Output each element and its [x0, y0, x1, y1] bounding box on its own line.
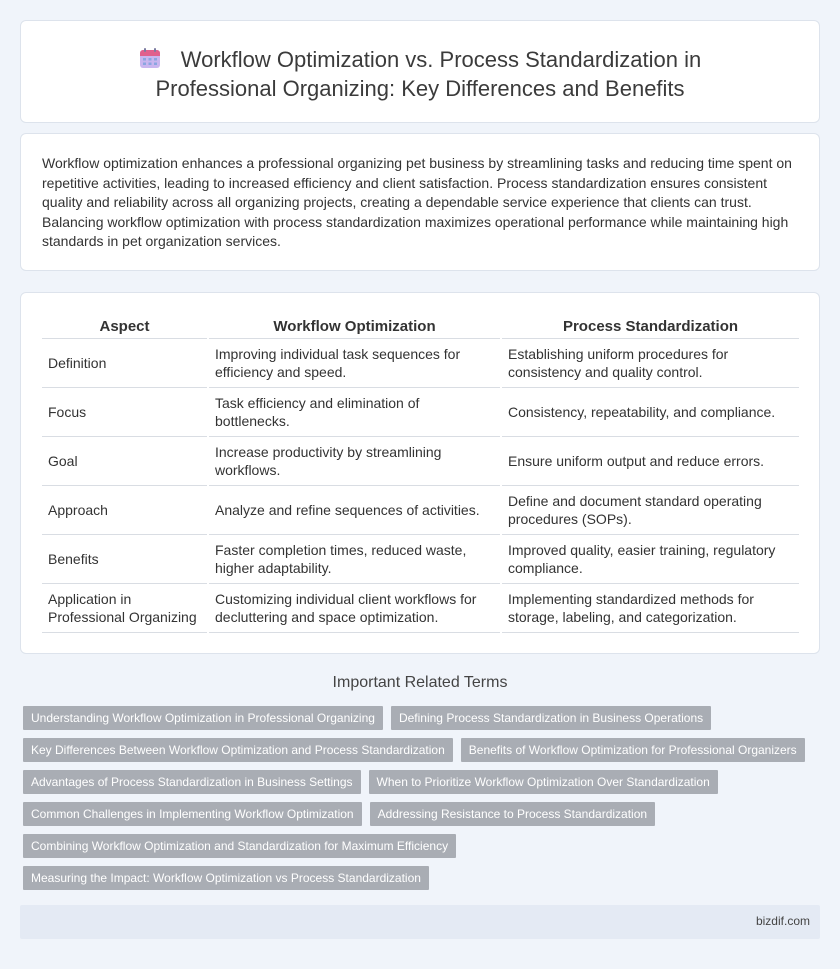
row-workflow: Faster completion times, reduced waste, higher adaptability. [208, 534, 501, 583]
header-workflow-optimization: Workflow Optimization [208, 315, 501, 338]
row-process: Define and document standard operating procedures (SOPs). [501, 485, 799, 534]
related-terms-list [23, 706, 823, 898]
row-process: Consistency, repeatability, and compliance. [501, 387, 799, 436]
row-aspect: Focus [42, 387, 208, 436]
comparison-table [42, 315, 799, 633]
title-line-1: Workflow Optimization vs. Process Standardization in [180, 47, 702, 72]
header-aspect: Aspect [42, 315, 208, 338]
footer [20, 905, 820, 939]
table-header-row [42, 315, 799, 338]
table-row [42, 534, 799, 583]
header-process-standardization: Process Standardization [501, 315, 799, 338]
table-row [42, 583, 799, 632]
row-workflow: Task efficiency and elimination of bottlenecks. [208, 387, 501, 436]
row-workflow: Improving individual task sequences for efficiency and speed. [208, 338, 501, 387]
comparison-card [20, 292, 820, 654]
related-term-tag[interactable]: Understanding Workflow Optimization in Professional Organizing [23, 706, 383, 730]
row-workflow: Customizing individual client workflows for decluttering and space optimization. [208, 583, 501, 632]
row-process: Implementing standardized methods for storage, labeling, and categorization. [501, 583, 799, 632]
related-term-tag[interactable]: Defining Process Standardization in Business Operations [391, 706, 711, 730]
table-row [42, 485, 799, 534]
related-term-tag[interactable]: Benefits of Workflow Optimization for Professional Organizers [461, 738, 805, 762]
intro-card [20, 133, 820, 271]
table-row [42, 436, 799, 485]
row-process: Improved quality, easier training, regulatory compliance. [501, 534, 799, 583]
intro-paragraph: Workflow optimization enhances a professional organizing pet business by streamlining tasks and reducing time spent on repetitive activities, leading to increased efficiency and client satisfaction. Process standardization ensures consistent quality and reliability across all organizing projects, creating a dependable service experience that clients can trust. Balancing workflow optimization with process standardization maximizes operational performance while maintaining high standards in pet organization services. [42, 155, 792, 249]
page-title [21, 45, 819, 103]
row-aspect: Benefits [42, 534, 208, 583]
table-row [42, 338, 799, 387]
footer-site-link[interactable]: bizdif.com [755, 914, 810, 928]
related-term-tag[interactable]: Advantages of Process Standardization in Business Settings [23, 770, 361, 794]
title-line-2: Professional Organizing: Key Differences and Benefits [155, 76, 685, 101]
related-terms-heading: Important Related Terms [332, 674, 508, 691]
row-aspect: Goal [42, 436, 208, 485]
row-workflow: Analyze and refine sequences of activities. [208, 485, 501, 534]
table-row [42, 387, 799, 436]
row-workflow: Increase productivity by streamlining workflows. [208, 436, 501, 485]
related-term-tag[interactable]: Combining Workflow Optimization and Standardization for Maximum Efficiency [23, 834, 456, 858]
related-term-tag[interactable]: Key Differences Between Workflow Optimization and Process Standardization [23, 738, 453, 762]
title-card [20, 20, 820, 123]
related-term-tag[interactable]: Addressing Resistance to Process Standardization [370, 802, 655, 826]
related-term-tag[interactable]: When to Prioritize Workflow Optimization Over Standardization [369, 770, 718, 794]
row-aspect: Approach [42, 485, 208, 534]
calendar-icon [139, 47, 161, 69]
related-term-tag[interactable]: Common Challenges in Implementing Workflow Optimization [23, 802, 362, 826]
row-aspect: Definition [42, 338, 208, 387]
related-term-tag[interactable]: Measuring the Impact: Workflow Optimization vs Process Standardization [23, 866, 429, 890]
row-aspect: Application in Professional Organizing [42, 583, 208, 632]
row-process: Ensure uniform output and reduce errors. [501, 436, 799, 485]
row-process: Establishing uniform procedures for consistency and quality control. [501, 338, 799, 387]
